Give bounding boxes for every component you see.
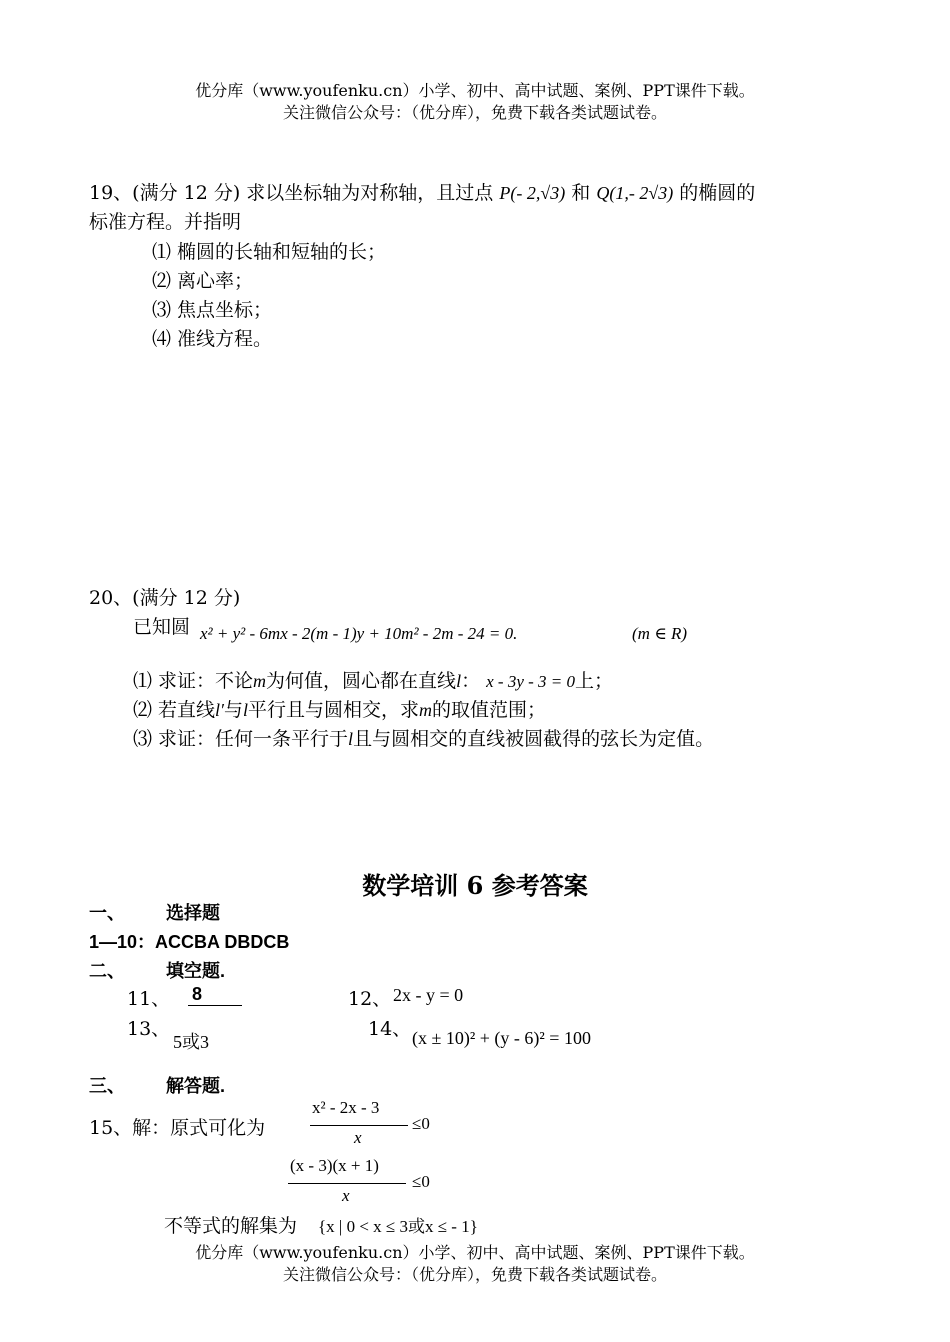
q20-item-2 [133,695,546,722]
fraction-1-bar [310,1125,408,1126]
a14-label: 14、 [368,1018,412,1040]
section2-number: 二、 [89,961,125,981]
page-footer-line1: 优分库（www.youfenku.cn）小学、初中、高中试题、案例、PPT课件下载。 [195,1243,755,1262]
q20-item1-text-d: 上； [575,670,614,692]
q20-domain: (m ∈ R) [632,624,688,643]
q19-intro-end: 的椭圆的 [679,182,756,204]
q20-item2-m: m [419,700,433,720]
a11-value-text: 8 [188,984,242,1006]
q19-item-2: ⑵ 离心率； [152,270,254,292]
q20-item-3 [133,724,714,751]
q19-point-p: P(- 2,√3) [499,183,566,203]
fraction-2-relation: ≤0 [412,1172,430,1191]
q20-item2-lprime: l′ [215,700,224,720]
q19-intro: 19、(满分 12 分) 求以坐标轴为对称轴，且过点 [89,182,494,204]
fraction-2-denominator: x [342,1186,350,1205]
q20-item1-text-a: ⑴ 求证：不论 [133,670,254,692]
page-header-line2: 关注微信公众号：（优分库），免费下载各类试题试卷。 [282,103,667,122]
a11-label: 11、 [127,988,171,1010]
choice-answers: 1—10：ACCBA DBDCB [89,932,290,952]
q19-point-q: Q(1,- 2√3) [596,183,674,203]
q20-head: 20、(满分 12 分) [89,587,241,609]
solution-text: 不等式的解集为 [164,1215,298,1237]
q19-line1 [89,178,755,205]
section3-label: 解答题. [166,1076,226,1096]
fraction-1 [310,1098,410,1154]
solution-set: {x | 0 < x ≤ 3或x ≤ - 1} [318,1217,478,1236]
q20-item1-l: l [456,671,462,691]
q19-item-4: ⑷ 准线方程。 [152,328,273,350]
q19-item-3: ⑶ 焦点坐标； [152,299,273,321]
q20-item1-m: m [253,671,267,691]
fraction-2-bar [288,1183,406,1184]
a15-intro: 15、解：原式可化为 [89,1117,266,1139]
section3-number: 三、 [89,1076,125,1096]
page-footer-line2: 关注微信公众号：（优分库），免费下载各类试题试卷。 [282,1265,667,1284]
a13-label: 13、 [127,1018,171,1040]
a11-value [188,984,242,1006]
fraction-1-relation: ≤0 [412,1114,430,1133]
a12-label: 12、 [348,988,392,1010]
q20-equation: x² + y² - 6mx - 2(m - 1)y + 10m² - 2m - 24 = 0. [200,624,518,643]
q20-item2-l: l [243,700,249,720]
q20-item1-colon: ： [461,670,481,692]
q19-line2: 标准方程。并指明 [89,211,242,233]
q20-item2-text-a: ⑵ 若直线 [133,699,216,721]
fraction-2-numerator: (x - 3)(x + 1) [290,1156,379,1175]
q20-item2-text-d: 的取值范围； [432,699,547,721]
q19-and: 和 [571,182,591,204]
section2-label: 填空题. [166,961,226,981]
q20-item2-text-c: 平行且与圆相交，求 [248,699,420,721]
q20-item3-l: l [348,729,354,749]
section1-label: 选择题 [166,903,220,923]
a13-value: 5或3 [173,1032,209,1052]
q19-item-1: ⑴ 椭圆的长轴和短轴的长； [152,241,387,263]
q20-known: 已知圆 [133,616,191,638]
fraction-2 [288,1156,408,1212]
a14-value: (x ± 10)² + (y - 6)² = 100 [412,1028,591,1048]
answers-title: 数学培训 6 参考答案 [362,871,588,900]
a12-value: 2x - y = 0 [393,985,464,1005]
q20-item1-text-b: 为何值，圆心都在直线 [266,670,457,692]
q20-item3-text-a: ⑶ 求证：任何一条平行于 [133,728,349,750]
section1-number: 一、 [89,903,125,923]
q20-line-equation: x - 3y - 3 = 0 [486,672,576,691]
q20-item-1 [133,666,613,693]
fraction-1-numerator: x² - 2x - 3 [312,1098,380,1117]
q20-item2-text-b: 与 [224,699,244,721]
fraction-1-denominator: x [354,1128,362,1147]
q20-item3-text-b: 且与圆相交的直线被圆截得的弦长为定值。 [353,728,715,750]
page-header-line1: 优分库（www.youfenku.cn）小学、初中、高中试题、案例、PPT课件下载。 [195,81,755,100]
